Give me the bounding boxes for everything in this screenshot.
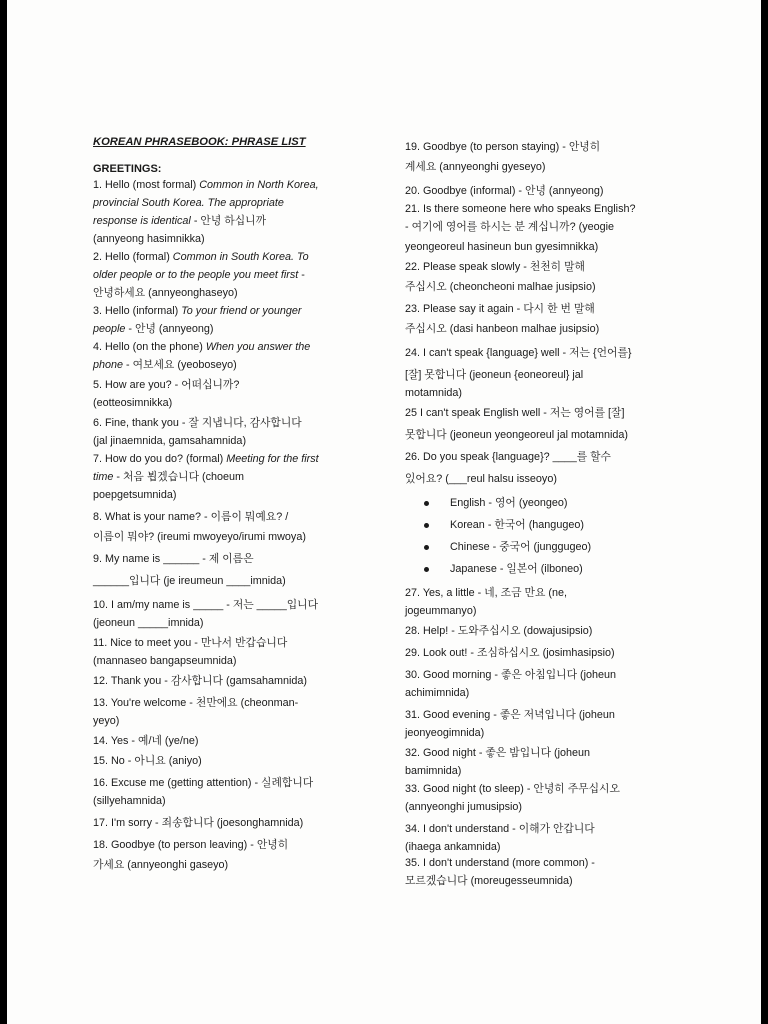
phrase-line: 1. Hello (most formal) Common in North Korea, (93, 179, 319, 191)
phrase-line: 18. Goodbye (to person leaving) - 안녕히 (93, 839, 289, 851)
bullet-icon (424, 545, 429, 550)
phrase-line: 19. Goodbye (to person staying) - 안녕히 (405, 141, 601, 153)
language-list-item (427, 562, 583, 576)
phrase-line: (annyeonghi jumusipsio) (405, 801, 523, 813)
phrase-line: people - 안녕 (annyeong) (93, 323, 214, 335)
phrase-line: 33. Good night (to sleep) - 안녕히 주무십시오 (405, 783, 620, 795)
phrase-line: phone - 여보세요 (yeoboseyo) (93, 359, 237, 371)
phrase-line: jeonyeogimnida) (405, 727, 485, 739)
phrase-line: yeongeoreul hasineun bun gyesimnikka) (405, 241, 599, 253)
language-list-item (427, 496, 567, 510)
phrase-line: 30. Good morning - 좋은 아침입니다 (joheun (405, 669, 617, 681)
phrase-line: 23. Please say it again - 다시 한 번 말해 (405, 303, 595, 315)
phrase-line: 16. Excuse me (getting attention) - 실례합니다 (93, 777, 314, 789)
phrase-line: 27. Yes, a little - 네, 조금 만요 (ne, (405, 587, 567, 599)
phrase-line: response is identical - 안녕 하십니까 (93, 215, 267, 227)
phrase-line: time - 처음 뵙겠습니다 (choeum (93, 471, 245, 483)
phrase-line: 17. I'm sorry - 죄송합니다 (joesonghamnida) (93, 817, 304, 829)
phrase-line: 20. Goodbye (informal) - 안녕 (annyeong) (405, 185, 604, 197)
section-heading: GREETINGS: (93, 163, 162, 175)
phrase-line: achimimnida) (405, 687, 470, 699)
language-list-label: Korean - 한국어 (hangugeo) (450, 519, 584, 531)
phrase-line: motamnida) (405, 387, 463, 399)
phrase-line: 26. Do you speak {language}? ____를 할수 (405, 451, 611, 463)
phrase-line: 14. Yes - 예/네 (ye/ne) (93, 735, 199, 747)
phrase-line: (annyeong hasimnikka) (93, 233, 205, 245)
phrase-line: (mannaseo bangapseumnida) (93, 655, 237, 667)
phrase-line: 못합니다 (jeoneun yeongeoreul jal motamnida) (405, 429, 628, 441)
phrase-line: 8. What is your name? - 이름이 뭐예요? / (93, 511, 289, 523)
bullet-icon (424, 501, 429, 506)
phrase-line: (jal jinaemnida, gamsahamnida) (93, 435, 247, 447)
phrase-line: 3. Hello (informal) To your friend or younger (93, 305, 302, 317)
language-list-label: English - 영어 (yeongeo) (450, 497, 568, 509)
document-title: KOREAN PHRASEBOOK: PHRASE LIST (93, 136, 306, 148)
phrase-line: 21. Is there someone here who speaks English? (405, 203, 636, 215)
phrase-line: 9. My name is ______ - 제 이름은 (93, 553, 254, 565)
phrase-line: 4. Hello (on the phone) When you answer the (93, 341, 311, 353)
phrase-line: 34. I don't understand - 이해가 안갑니다 (405, 823, 595, 835)
bullet-icon (424, 523, 429, 528)
phrase-line: 28. Help! - 도와주십시오 (dowajusipsio) (405, 625, 593, 637)
language-list-label: Chinese - 중국어 (junggugeo) (450, 541, 592, 553)
phrase-line: 11. Nice to meet you - 만나서 반갑습니다 (93, 637, 288, 649)
phrase-line: [잘] 못합니다 (jeoneun {eoneoreul} jal (405, 369, 584, 381)
phrase-line: - 여기에 영어를 하시는 분 계십니까? (yeogie (405, 221, 615, 233)
phrase-line: 7. How do you do? (formal) Meeting for the first (93, 453, 319, 465)
phrase-line: 12. Thank you - 감사합니다 (gamsahamnida) (93, 675, 307, 687)
language-list-label: Japanese - 일본어 (ilboneo) (450, 563, 583, 575)
phrase-line: bamimnida) (405, 765, 462, 777)
phrase-line: (sillyehamnida) (93, 795, 166, 807)
language-list-item (427, 540, 591, 554)
phrase-line: 13. You're welcome - 천만에요 (cheonman- (93, 697, 299, 709)
phrase-line: ______입니다 (je ireumeun ____imnida) (93, 575, 286, 587)
phrase-line: yeyo) (93, 715, 120, 727)
phrase-line: 가세요 (annyeonghi gaseyo) (93, 859, 229, 871)
phrase-line: 주십시오 (cheoncheoni malhae jusipsio) (405, 281, 596, 293)
phrase-line: 25 I can't speak English well - 저는 영어를 [잘] (405, 407, 625, 419)
document-page (7, 0, 761, 1024)
phrase-line: (ihaega ankamnida) (405, 841, 501, 853)
phrase-line: 모르겠습니다 (moreugesseumnida) (405, 875, 573, 887)
phrase-line: poepgetsumnida) (93, 489, 177, 501)
language-list-item (427, 518, 584, 532)
bullet-icon (424, 567, 429, 572)
phrase-line: 15. No - 아니요 (aniyo) (93, 755, 202, 767)
phrase-line: 있어요? (___reul halsu isseoyo) (405, 473, 557, 485)
phrase-line: 32. Good night - 좋은 밤입니다 (joheun (405, 747, 591, 759)
phrase-line: 22. Please speak slowly - 천천히 말해 (405, 261, 585, 273)
phrase-line: 10. I am/my name is _____ - 저는 _____입니다 (93, 599, 318, 611)
phrase-line: 31. Good evening - 좋은 저녁입니다 (joheun (405, 709, 615, 721)
phrase-line: 29. Look out! - 조심하십시오 (josimhasipsio) (405, 647, 615, 659)
phrase-line: provincial South Korea. The appropriate (93, 197, 284, 209)
phrase-line: 안녕하세요 (annyeonghaseyo) (93, 287, 238, 299)
phrase-line: 주십시오 (dasi hanbeon malhae jusipsio) (405, 323, 600, 335)
phrase-line: 24. I can't speak {language} well - 저는 {언어를} (405, 347, 632, 359)
phrase-line: 이름이 뭐야? (ireumi mwoyeyo/irumi mwoya) (93, 531, 306, 543)
phrase-line: jogeummanyo) (405, 605, 477, 617)
phrase-line: (jeoneun _____imnida) (93, 617, 204, 629)
phrase-line: 35. I don't understand (more common) - (405, 857, 595, 869)
phrase-line: older people or to the people you meet first - (93, 269, 305, 281)
phrase-line: 5. How are you? - 어떠십니까? (93, 379, 240, 391)
phrase-line: 2. Hello (formal) Common in South Korea. To (93, 251, 309, 263)
phrase-line: (eotteosimnikka) (93, 397, 173, 409)
phrase-line: 6. Fine, thank you - 잘 지냅니다, 감사합니다 (93, 417, 302, 429)
phrase-line: 계세요 (annyeonghi gyeseyo) (405, 161, 546, 173)
